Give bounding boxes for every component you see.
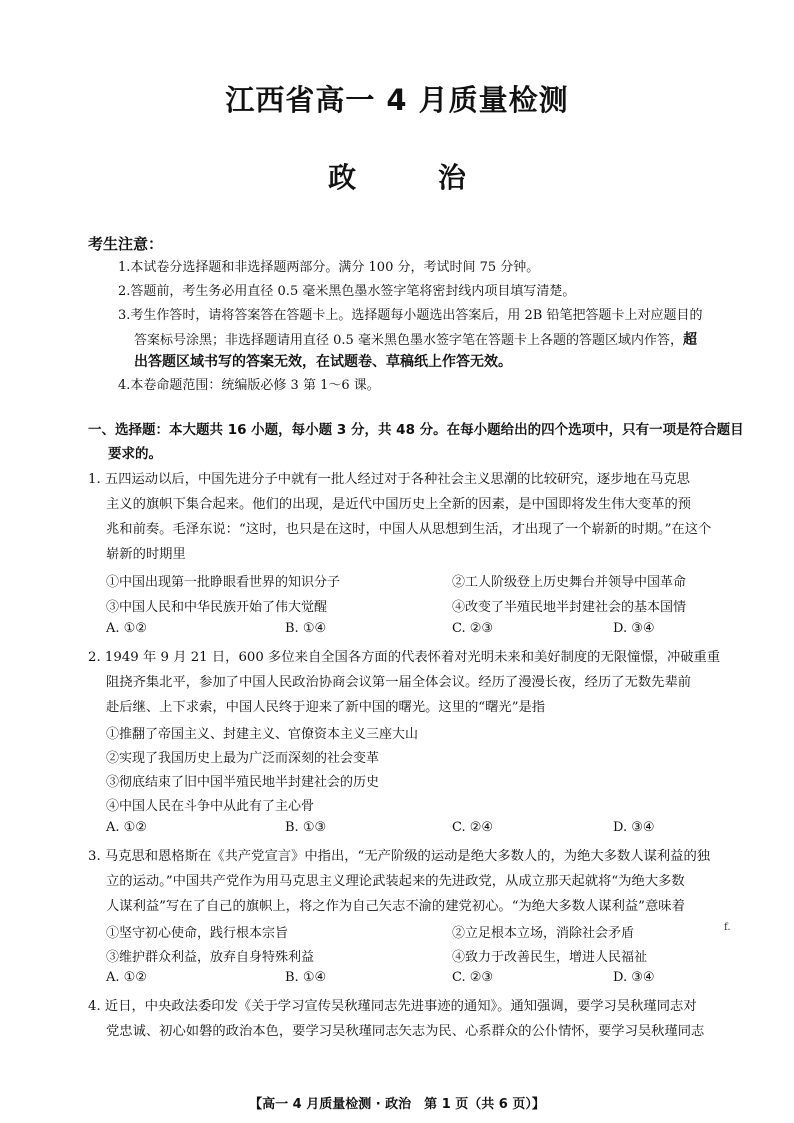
- question-2-line: 赴后继、上下求索，中国人民终于迎来了新中国的曙光。这里的“曙光”是指: [106, 700, 546, 715]
- notice-item: 1.本试卷分选择题和非选择题两部分。满分 100 分，考试时间 75 分钟。: [118, 260, 540, 275]
- question-3-option-b: B. ①④: [285, 970, 327, 985]
- question-1-line: 崭新的时期里: [106, 547, 186, 562]
- question-1-line: 兆和前奏。毛泽东说：“这时，也只是在这时，中国人从思想到生活，才出现了一个崭新的时期。”在这个: [106, 522, 712, 537]
- question-3-line: 人谋利益”写在了自己的旗帜上，将之作为自己矢志不渝的建党初心。“为绝大多数人谋利益”意味着: [106, 899, 685, 914]
- question-2-option-a: A. ①②: [106, 820, 147, 835]
- notice-item: 4.本卷命题范围：统编版必修 3 第 1～6 课。: [118, 378, 380, 393]
- notice-item: 3.考生作答时，请将答案答在答题卡上。选择题每小题选出答案后，用 2B 铅笔把答题卡上对应题目的: [118, 308, 703, 323]
- question-1-statement: ③中国人民和中华民族开始了伟大觉醒: [106, 600, 328, 615]
- question-2-option-c: C. ②④: [452, 820, 494, 835]
- exam-title: 江西省高一 4 月质量检测: [225, 83, 569, 117]
- question-3-option-d: D. ③④: [613, 970, 655, 985]
- question-3-statement: ③维护群众利益，放弃自身特殊利益: [106, 950, 315, 965]
- question-2-statement: ③彻底结束了旧中国半殖民地半封建社会的历史: [106, 775, 380, 790]
- question-1-option-a: A. ①②: [106, 621, 147, 636]
- notice-item: 2.答题前，考生务必用直径 0.5 毫米黑色墨水签字笔将密封线内项目填写清楚。: [118, 284, 576, 299]
- section-heading: 一、选择题：本大题共 16 小题，每小题 3 分，共 48 分。在每小题给出的四个选项中，只有一项是符合题目: [88, 422, 744, 438]
- section-heading: 要求的。: [108, 446, 162, 462]
- question-3-option-a: A. ①②: [106, 970, 147, 985]
- question-2-statement: ①推翻了帝国主义、封建主义、官僚资本主义三座大山: [106, 727, 419, 742]
- subject-title: 政 治: [328, 161, 502, 194]
- question-3-line: 3. 马克思和恩格斯在《共产党宣言》中指出，“无产阶级的运动是绝大多数人的，为绝大多数人谋利益的独: [88, 849, 711, 864]
- question-1-option-b: B. ①④: [285, 621, 327, 636]
- question-2-line: 阻挠齐集北平，参加了中国人民政治协商会议第一届全体会议。经历了漫漫长夜，经历了无数先辈前: [106, 675, 692, 690]
- question-2-statement: ②实现了我国历史上最为广泛而深刻的社会变革: [106, 751, 380, 766]
- question-1-statement: ②工人阶级登上历史舞台并领导中国革命: [452, 575, 687, 590]
- question-3-line: 立的运动。”中国共产党作为用马克思主义理论武装起来的先进政党，从成立那天起就将“为绝大多数: [106, 874, 685, 889]
- question-3-statement: ④致力于改善民生，增进人民福祉: [452, 950, 648, 965]
- notice-emphasis-line: 出答题区域书写的答案无效，在试题卷、草稿纸上作答无效。: [134, 354, 512, 370]
- notice-emphasis: 超: [682, 332, 697, 348]
- notice-item-text: 答案标号涂黑；非选择题请用直径 0.5 毫米黑色墨水签字笔在答题卡上各题的答题区域内作答，: [134, 333, 683, 348]
- question-1-statement: ①中国出现第一批睁眼看世界的知识分子: [106, 575, 341, 590]
- margin-mark: f.: [724, 922, 731, 933]
- question-2-option-b: B. ①③: [285, 820, 327, 835]
- question-2-line: 2. 1949 年 9 月 21 日，600 多位来自全国各方面的代表怀着对光明未来和美好制度的无限憧憬，冲破重重: [88, 650, 721, 665]
- notice-heading: 考生注意：: [88, 235, 164, 253]
- question-3-statement: ②立足根本立场，消除社会矛盾: [452, 926, 635, 941]
- question-1-option-d: D. ③④: [613, 621, 655, 636]
- question-3-option-c: C. ②③: [452, 970, 494, 985]
- question-4-line: 4. 近日，中央政法委印发《关于学习宣传吴秋瑾同志先进事迹的通知》。通知强调，要学习吴秋瑾同志对: [88, 999, 697, 1014]
- question-2-option-d: D. ③④: [613, 820, 655, 835]
- question-1-line: 1. 五四运动以后，中国先进分子中就有一批人经过对于各种社会主义思潮的比较研究，逐步地在马克思: [88, 472, 690, 487]
- page-footer: 【高一 4 月质量检测 · 政治 第 1 页（共 6 页）】: [249, 1097, 545, 1112]
- notice-item: [134, 330, 697, 351]
- question-3-statement: ①坚守初心使命，践行根本宗旨: [106, 926, 289, 941]
- question-1-line: 主义的旗帜下集合起来。他们的出现，是近代中国历史上全新的因素，是中国即将发生伟大变革的预: [106, 497, 692, 512]
- question-4-line: 党忠诚、初心如磐的政治本色，要学习吴秋瑾同志矢志为民、心系群众的公仆情怀，要学习吴秋瑾同志: [106, 1024, 705, 1039]
- question-2-statement: ④中国人民在斗争中从此有了主心骨: [106, 799, 315, 814]
- question-1-option-c: C. ②③: [452, 621, 494, 636]
- question-1-statement: ④改变了半殖民地半封建社会的基本国情: [452, 600, 687, 615]
